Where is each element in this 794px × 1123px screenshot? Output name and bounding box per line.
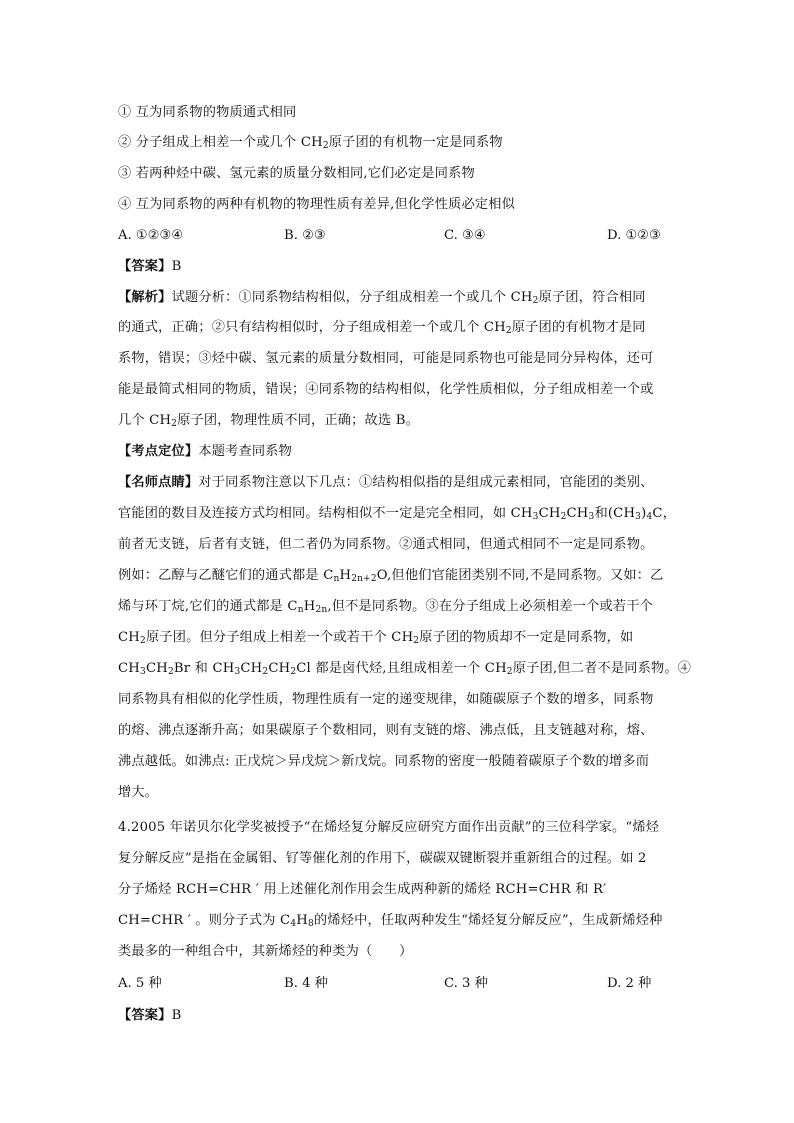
mingshi-line-9: 的熔、沸点逐渐升高；如果碳原子个数相同，则有支链的熔、沸点低，且支链越对称，熔、 — [118, 723, 654, 738]
mingshi-line-2: 官能团的数目及连接方式均相同。结构相似不一定是完全相同，如 $CH_3CH_2CH_3$和$(CH_3)_4C$， — [118, 506, 677, 522]
q4-line-5: 类最多的一种组合中，其新烯烃的种类为（ ） — [118, 944, 413, 959]
q4-answer: 【答案】B — [118, 1008, 182, 1023]
mingshi-line-3: 前者无支链，后者有支链，但二者仍为同系物。②通式相同，但通式相同不一定是同系物。 — [118, 537, 654, 552]
analysis-line-5: 几个 $CH_2$原子团，物理性质不同，正确；故选 B。 — [118, 413, 419, 429]
q4-line-2: 复分解反应”是指在金属钼、钌等催化剂的作用下，碳碳双键断裂并重新组合的过程。如 2 — [118, 851, 647, 866]
analysis-line-3: 系物，错误；③烃中碳、氢元素的质量分数相同，可能是同系物也可能是同分异构体，还可 — [118, 351, 654, 366]
option-a[interactable]: A. 5 种 — [118, 976, 162, 991]
mingshi-line-5: 烯与环丁烷,它们的通式都是 $C_nH_{2n}$,但不是同系物。③在分子组成上必须相差一个或若干个 — [118, 599, 654, 615]
q4-line-4: CH=CHR ′ 。则分子式为 $C_4H_8$的烯烃中，任取两种发生“烯烃复分解反应”，生成新烯烃种 — [118, 913, 663, 929]
option-c[interactable]: C. 3 种 — [444, 976, 488, 991]
statement-3: ③ 若两种烃中碳、氢元素的质量分数相同,它们必定是同系物 — [118, 166, 475, 181]
analysis-line-4: 能是最简式相同的物质，错误；④同系物的结构相似，化学性质相似，分子组成相差一个或 — [118, 382, 654, 397]
mingshi-line-7: $CH_3CH_2Br$ 和 $CH_3CH_2CH_2Cl$ 都是卤代烃,且组成相差一个 $CH_2$原子团,但二者不是同系物。④ — [118, 661, 692, 677]
mingshi-line-8: 同系物具有相似的化学性质，物理性质有一定的递变规律，如随碳原子个数的增多，同系物 — [118, 692, 654, 707]
option-b[interactable]: B. ②③ — [284, 228, 326, 243]
analysis-line-2: 的通式，正确；②只有结构相似时，分子组成相差一个或几个 $CH_2$原子团的有机物才是同 — [118, 320, 646, 336]
option-d[interactable]: D. ①②③ — [607, 228, 661, 243]
kaodian-line: 【考点定位】本题考查同系物 — [118, 444, 293, 459]
q4-line-3: 分子烯烃 RCH=CHR ′ 用上述催化剂作用会生成两种新的烯烃 RCH=CHR 和 R′ — [118, 882, 607, 897]
mingshi-line-11: 增大。 — [118, 785, 159, 800]
mingshi-line-10: 沸点越低。如沸点: 正戊烷＞异戊烷＞新戊烷。同系物的密度一般随着碳原子个数的增多而 — [118, 754, 650, 769]
statement-2: ② 分子组成上相差一个或几个 $CH_2$原子团的有机物一定是同系物 — [118, 135, 503, 151]
q4-line-1: 4.2005 年诺贝尔化学奖被授予“在烯烃复分解反应研究方面作出贡献”的三位科学家。“烯烃 — [118, 820, 660, 835]
mingshi-line-1: 【名师点睛】对于同系物注意以下几点：①结构相似指的是组成元素相同，官能团的类别、 — [118, 475, 654, 490]
statement-4: ④ 互为同系物的两种有机物的物理性质有差异,但化学性质必定相似 — [118, 197, 516, 212]
option-a[interactable]: A. ①②③④ — [118, 228, 184, 243]
analysis-line-1: 【解析】试题分析：①同系物结构相似，分子组成相差一个或几个 $CH_2$原子团，符合相同 — [118, 290, 646, 306]
mingshi-line-6: $CH_2$原子团。但分子组成上相差一个或若干个 $CH_2$原子团的物质却不一定是同系物，如 — [118, 630, 634, 646]
mingshi-line-4: 例如：乙醇与乙醚它们的通式都是 $C_nH_{2n+2}O$,但他们官能团类别不同,不是同系物。又如：乙 — [118, 568, 664, 584]
option-b[interactable]: B. 4 种 — [284, 976, 328, 991]
option-c[interactable]: C. ③④ — [444, 228, 486, 243]
q3-answer: 【答案】B — [118, 259, 182, 274]
statement-1: ① 互为同系物的物质通式相同 — [118, 105, 297, 120]
option-d[interactable]: D. 2 种 — [607, 976, 652, 991]
